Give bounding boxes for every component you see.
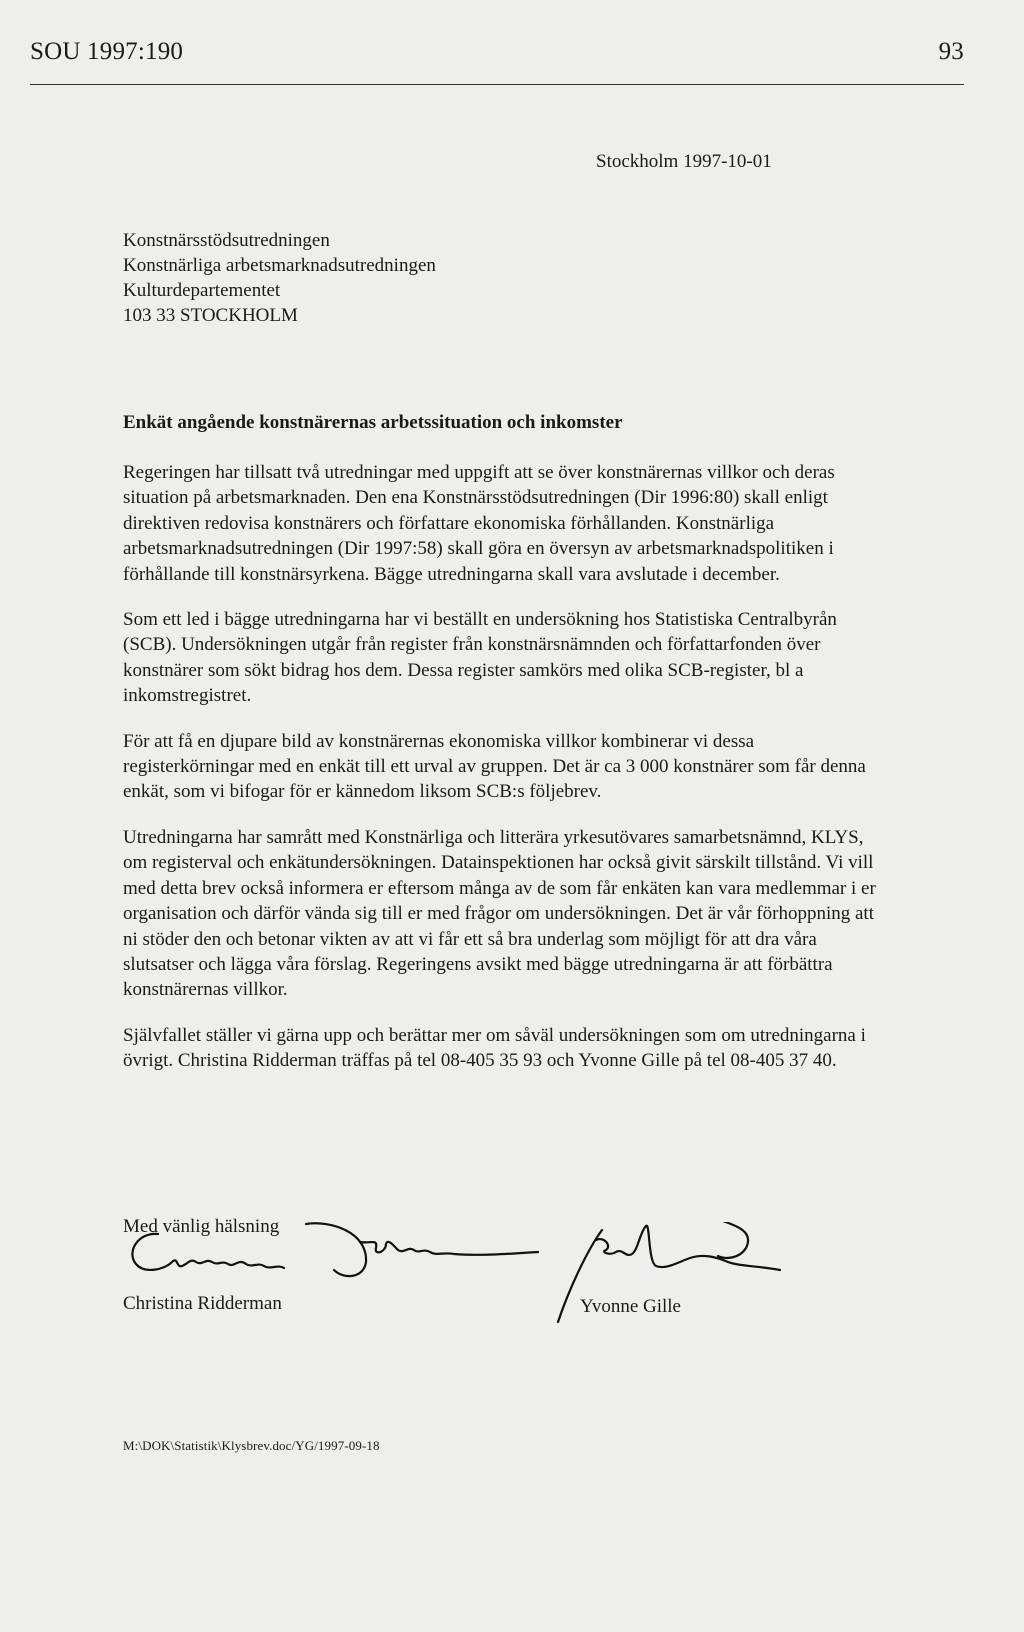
handwritten-signatures — [118, 1222, 838, 1352]
closing-greeting: Med vänlig hälsning — [123, 1216, 280, 1237]
address-line: Kulturdepartementet — [123, 280, 281, 301]
body-paragraph: Självfallet ställer vi gärna upp och berättar mer om såväl undersökningen som om utredningarna i övrigt. Christina Ridderman träffas på tel 08-405 35 93 och Yvonne Gille på tel 08-405 37 40. — [123, 1024, 866, 1072]
body-paragraph: Som ett led i bägge utredningarna har vi beställt en undersökning hos Statistiska Centralbyrån (SCB). Undersökningen utgår från register från konstnärsnämnden och författarfonden över konstnärer som sökt bidrag hos dem. Dessa register samkörs med olika SCB-register, bl a inkomstregistret. — [123, 609, 837, 707]
signature-left-stroke — [360, 1242, 538, 1255]
report-number: SOU 1997:190 — [30, 38, 184, 65]
signer-name: Yvonne Gille — [580, 1296, 681, 1317]
header-rule — [30, 84, 964, 85]
address-line: Konstnärsstödsutredningen — [123, 230, 330, 251]
letter-date: Stockholm 1997-10-01 — [596, 151, 772, 172]
body-paragraph: Utredningarna har samrått med Konstnärliga och litterära yrkesutövares samarbetsnämnd, KLYS, om registerval och enkätundersökningen. Datainspektionen har också givit särskilt tillstånd. Vi vill med detta brev också informera er eftersom många av de som får enkäten kan vara medlemmar i er organisation och därför vända sig till er med frågor om undersökningen. Det är vår förhoppning att ni stöder den och betonar vikten av att vi får ett så bra underlag som möjligt för att dra våra slutsatser och lägga våra förslag. Regeringens avsikt med bägge utredningarna är att förbättra konstnärernas villkor. — [123, 826, 876, 1001]
signature-right-stroke — [718, 1222, 748, 1258]
body-paragraph: För att få en djupare bild av konstnärernas ekonomiska villkor kombinerar vi dessa registerkörningar med en enkät till ett urval av gruppen. Det är ca 3 000 konstnärer som får denna enkät, som vi bifogar för er kännedom liksom SCB:s följebrev. — [123, 730, 866, 803]
signer-name: Christina Ridderman — [123, 1293, 282, 1314]
body-paragraph: Regeringen har tillsatt två utredningar med uppgift att se över konstnärernas villkor och deras situation på arbetsmarknaden. Den ena Konstnärsstödsutredningen (Dir 1996:80) skall enligt direktiven redovisa konstnärers och författare ekonomiska förhållanden. Konstnärliga arbetsmarknadsutredningen (Dir 1997:58) skall göra en översyn av arbetsmarknadspolitiken i förhållande till konstnärsyrkena. Bägge utredningarna skall vara avslutade i december. — [123, 462, 835, 585]
letter-body — [123, 460, 889, 1094]
signature-left-stroke — [306, 1223, 366, 1276]
address-line: Konstnärliga arbetsmarknadsutredningen — [123, 255, 436, 276]
signature-left-stroke — [132, 1234, 284, 1270]
letter-subject: Enkät angående konstnärernas arbetssituation och inkomster — [123, 412, 623, 433]
document-file-path: M:\DOK\Statistik\Klysbrev.doc/YG/1997-09-18 — [123, 1438, 380, 1453]
recipient-address — [123, 228, 436, 328]
address-line: 103 33 STOCKHOLM — [123, 305, 298, 326]
page-number: 93 — [938, 38, 964, 65]
